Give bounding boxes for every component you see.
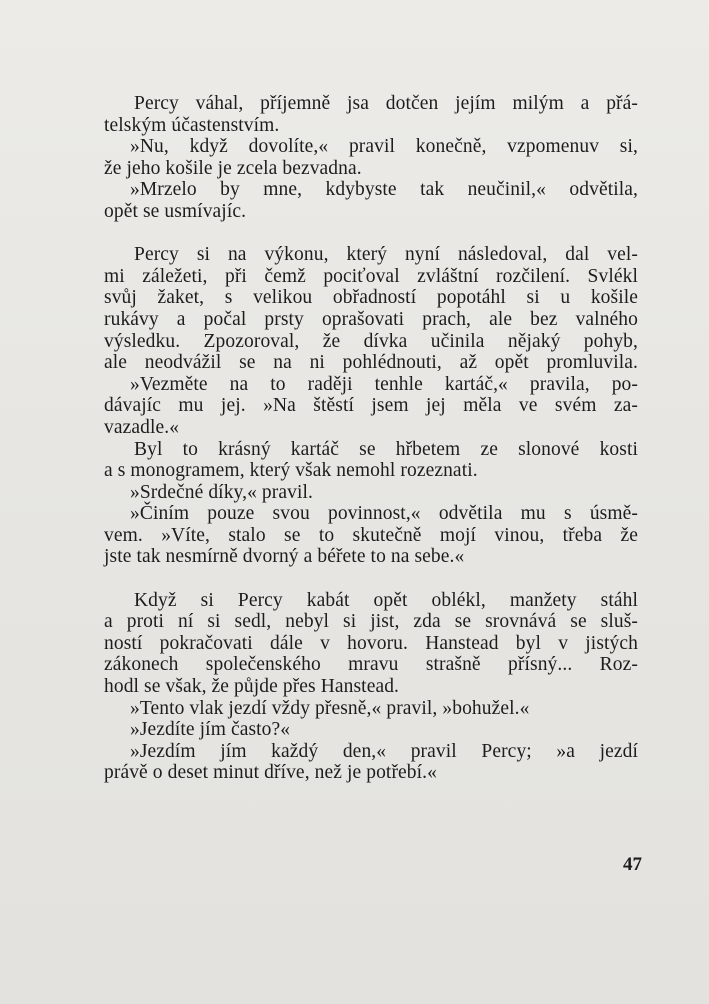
text-line: a s monogramem, který však nemohl rozeznati. [104, 460, 478, 482]
paragraph [104, 439, 638, 482]
paragraph [104, 590, 638, 698]
text-line: že jeho košile je zcela bezvadna. [104, 157, 362, 179]
text-line: vazadle.« [104, 416, 180, 438]
text-line: Percy si na výkonu, který nyní následoval, dal vel- [134, 244, 638, 266]
paragraph [104, 719, 638, 741]
text-line: a proti ní si sedl, nebyl si jist, zda se srovnává se sluš- [104, 611, 638, 633]
text-line: zákonech společenského mravu strašně přísný... Roz- [104, 654, 638, 676]
text-line: »Tento vlak jezdí vždy přesně,« pravil, »bohužel.« [130, 697, 530, 719]
text-line: »Jezdím jím každý den,« pravil Percy; »a jezdí [130, 740, 638, 762]
text-line: »Činím pouze svou povinnost,« odvětila mu s úsmě- [130, 503, 638, 525]
text-line: »Mrzelo by mne, kdybyste tak neučinil,« odvětila, [130, 179, 638, 201]
paragraph [104, 741, 638, 784]
text-line: dávajíc mu jej. »Na štěstí jsem jej měla ve svém za- [104, 395, 638, 417]
paragraph [104, 179, 638, 222]
text-line: Percy váhal, příjemně jsa dotčen jejím milým a přá- [134, 93, 638, 114]
paragraph [104, 93, 638, 136]
text-line: Byl to krásný kartáč se hřbetem ze slonové kosti [134, 438, 638, 460]
paragraph [104, 136, 638, 179]
paragraph [104, 503, 638, 568]
paragraph [104, 244, 638, 374]
text-line: »Nu, když dovolíte,« pravil konečně, vzpomenuv si, [130, 136, 638, 158]
text-line: jste tak nesmírně dvorný a béřete to na sebe.« [104, 546, 465, 568]
text-line: vem. »Víte, stalo se to skutečně mojí vinou, třeba že [104, 524, 638, 546]
page-number: 47 [623, 854, 642, 875]
text-line: rukávy a počal prsty oprašovati prach, ale bez valného [104, 308, 638, 330]
text-line: právě o deset minut dříve, než je potřebí.« [104, 762, 437, 784]
text-line: mi záležeti, při čemž pociťoval zvláštní rozčilení. Svlékl [104, 265, 638, 287]
paragraph [104, 482, 638, 504]
text-line: »Vezměte na to raději tenhle kartáč,« pravila, po- [130, 373, 638, 395]
body-text [104, 93, 638, 784]
paragraph-gap [104, 223, 638, 245]
text-line: »Jezdíte jím často?« [130, 719, 291, 741]
text-line: hodl se však, že půjde přes Hanstead. [104, 676, 400, 698]
paragraph [104, 698, 638, 720]
text-line: ností pokračovati dále v hovoru. Hanstead byl v jistých [104, 632, 638, 654]
text-line: ale neodvážil se na ni pohlédnouti, až opět promluvila. [104, 352, 638, 374]
paragraph-gap [104, 568, 638, 590]
text-line: výsledku. Zpozoroval, že dívka učinila nějaký pohyb, [104, 330, 638, 352]
text-line: svůj žaket, s velikou obřadností popotáhl si u košile [104, 287, 638, 309]
text-line: Když si Percy kabát opět oblékl, manžety stáhl [134, 589, 638, 611]
paragraph [104, 374, 638, 439]
text-line: telským účastenstvím. [104, 114, 280, 136]
text-line: »Srdečné díky,« pravil. [130, 481, 313, 503]
text-line: opět se usmívajíc. [104, 200, 247, 222]
